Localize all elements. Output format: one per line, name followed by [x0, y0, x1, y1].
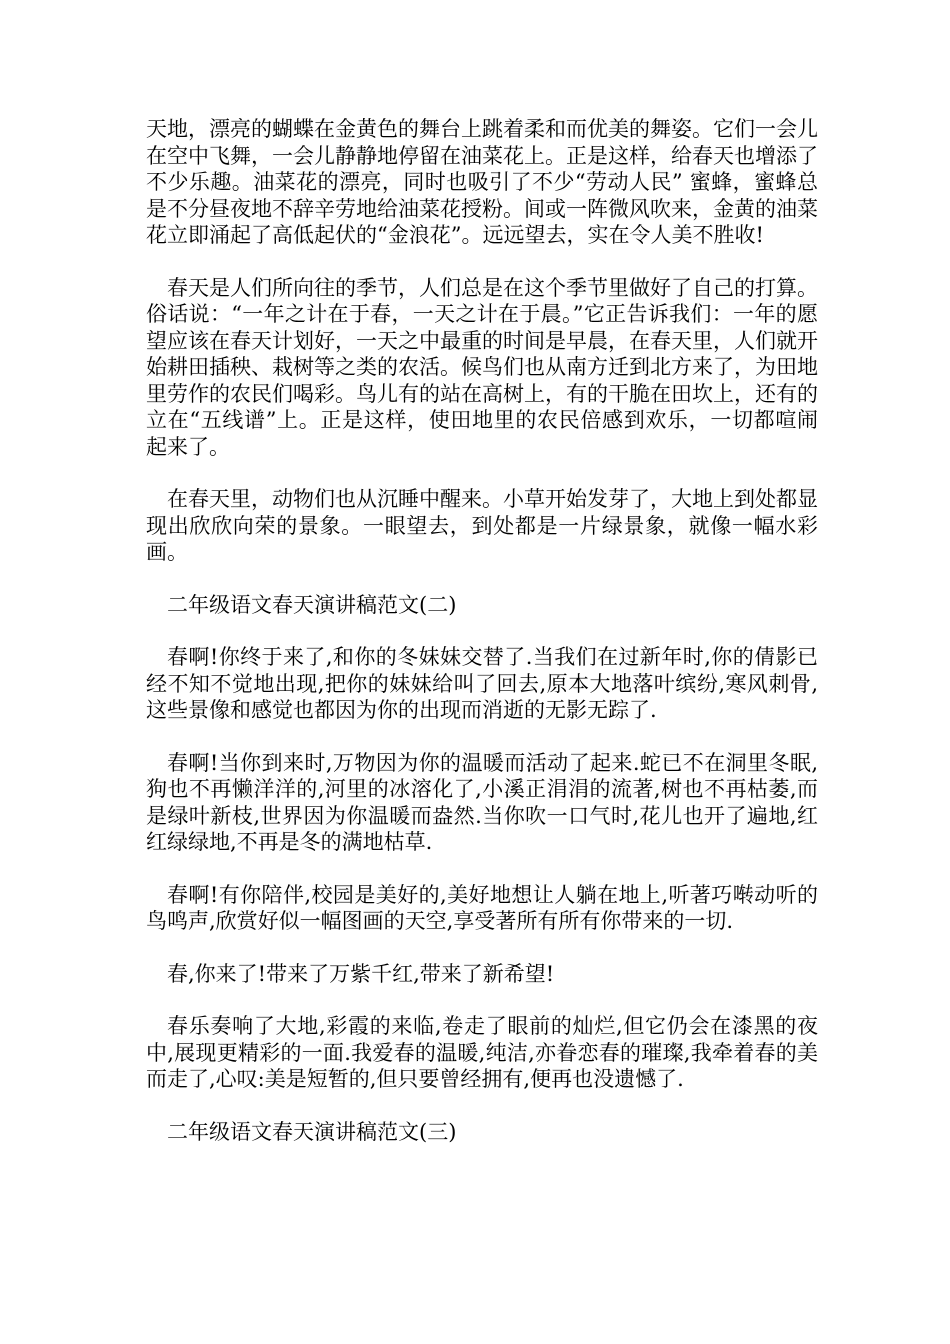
paragraph-butterflies-rapeseed: 天地，漂亮的蝴蝶在金黄色的舞台上跳着柔和而优美的舞姿。它们一会儿在空中飞舞，一会儿静静地停留在油菜花上。正是这样，给春天也增添了不少乐趣。油菜花的漂亮，同时也吸引了不少“劳动人民” 蜜蜂，蜜蜂总是不分昼夜地不辞辛劳地给油菜花授粉。间或一阵微风吹来，金黄的油菜花立即涌起了高低起伏的“金浪花”。远远望去，实在令人美不胜收! [146, 117, 818, 247]
paragraph-spring-arrives: 春啊!你终于来了,和你的冬妹妹交替了.当我们在过新年时,你的倩影已经不知不觉地出现,把你的妹妹给叫了回去,原本大地落叶缤纷,寒风刺骨,这些景像和感觉也都因为你的出现而消逝的无影无踪了. [146, 645, 818, 722]
paragraph-spring-music: 春乐奏响了大地,彩霞的来临,卷走了眼前的灿烂,但它仍会在漆黑的夜中,展现更精彩的一面.我爱春的温暖,纯洁,亦眷恋春的璀璨,我牵着春的美而走了,心叹:美是短暂的,但只要曾经拥有,便再也没遗憾了. [146, 1014, 818, 1091]
document-page [146, 116, 818, 1171]
paragraph-spring-campus: 春啊!有你陪伴,校园是美好的,美好地想让人躺在地上,听著巧啭动听的鸟鸣声,欣赏好似一幅图画的天空,享受著所有所有你带来的一切. [146, 882, 818, 933]
paragraph-spring-warmth: 春啊!当你到来时,万物因为你的温暖而活动了起来.蛇已不在洞里冬眠,狗也不再懒洋洋的,河里的冰溶化了,小溪正涓涓的流著,树也不再枯萎,而是绿叶新枝,世界因为你温暖而盎然.当你吹一口气时,花儿也开了遍地,红红绿绿地,不再是冬的满地枯草. [146, 750, 818, 854]
paragraph-animals-wake: 在春天里，动物们也从沉睡中醒来。小草开始发芽了，大地上到处都显现出欣欣向荣的景象。一眼望去，到处都是一片绿景象，就像一幅水彩画。 [146, 487, 818, 564]
section-heading-three: 二年级语文春天演讲稿范文(三) [167, 1119, 457, 1144]
section-heading-two: 二年级语文春天演讲稿范文(二) [167, 592, 457, 617]
paragraph-spring-season: 春天是人们所向往的季节，人们总是在这个季节里做好了自己的打算。俗话说：“一年之计在于春，一天之计在于晨。”它正告诉我们：一年的愿望应该在春天计划好，一天之中最重的时间是早晨，在春天里，人们就开始耕田插秧、栽树等之类的农活。候鸟们也从南方迁到北方来了，为田地里劳作的农民们喝彩。鸟儿有的站在高树上，有的干脆在田坎上，还有的立在“五线谱”上。正是这样，使田地里的农民倍感到欢乐，一切都喧闹起来了。 [146, 275, 818, 459]
paragraph-spring-hope: 春,你来了!带来了万紫千红,带来了新希望! [167, 961, 555, 986]
